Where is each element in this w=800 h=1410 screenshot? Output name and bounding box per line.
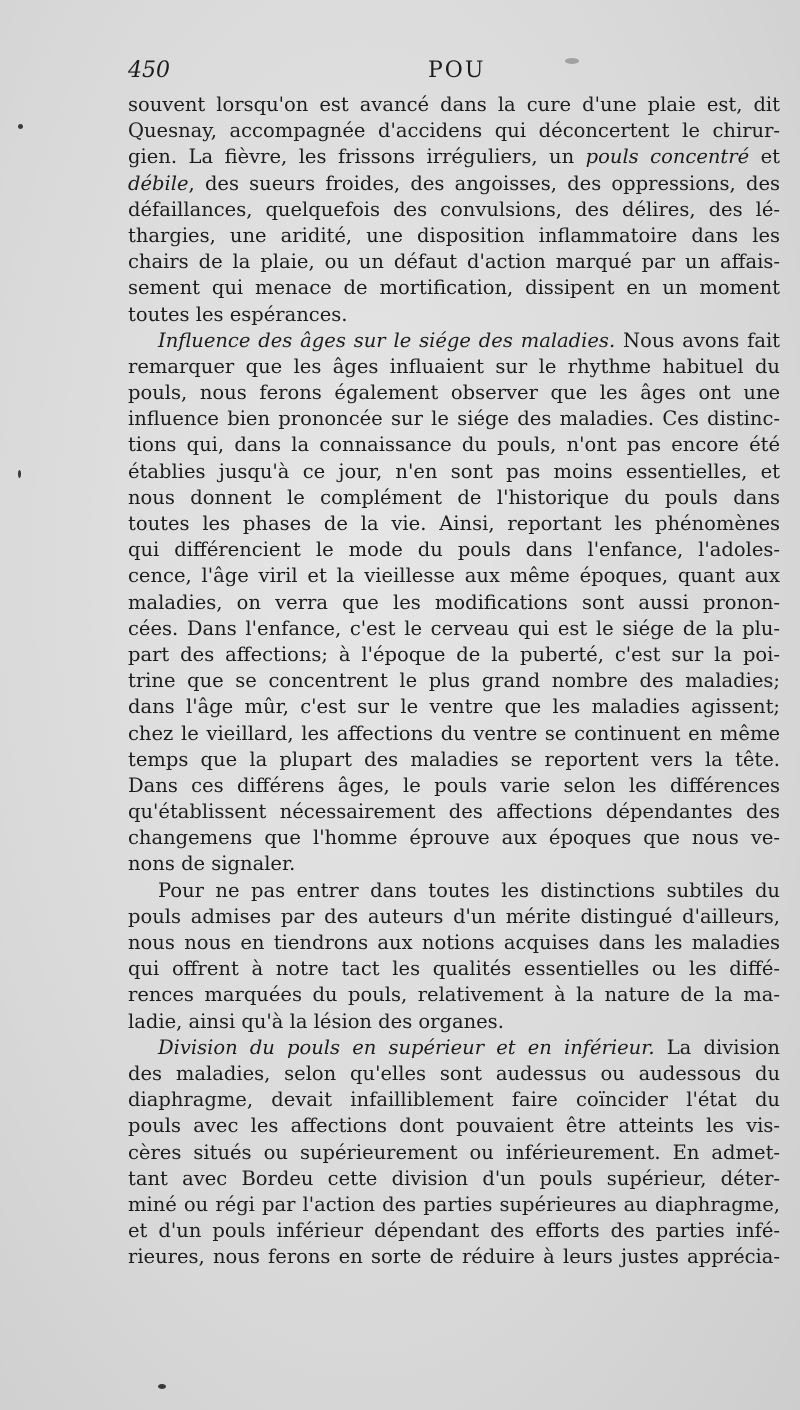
text-span: nous nous en tiendrons aux notions acquises dans les maladies bbox=[128, 931, 780, 954]
text-span: souvent lorsqu'on est avancé dans la cure d'une plaie est, dit bbox=[128, 93, 780, 116]
text-line bbox=[128, 1244, 780, 1270]
text-line bbox=[128, 1140, 780, 1166]
text-line bbox=[128, 563, 780, 589]
text-line bbox=[128, 747, 780, 773]
text-line bbox=[128, 406, 780, 432]
text-span: pouls avec les affections dont pouvaient être atteints les vis- bbox=[128, 1114, 780, 1138]
text-span: des maladies, selon qu'elles sont audessus ou audessous du bbox=[128, 1061, 780, 1085]
text-span: toutes les espérances. bbox=[128, 302, 348, 326]
body-text bbox=[128, 92, 780, 1270]
text-span: et d'un pouls inférieur dépendant des efforts des parties infé- bbox=[128, 1219, 780, 1243]
text-line bbox=[128, 590, 780, 616]
text-line bbox=[128, 249, 780, 275]
text-span: chez le vieillard, les affections du ventre se continuent en même bbox=[128, 721, 780, 745]
text-span: remarquer que les âges influaient sur le rhythme habituel du bbox=[128, 354, 780, 378]
text-span: Nous avons fait bbox=[615, 328, 780, 352]
text-line bbox=[128, 642, 780, 668]
text-line bbox=[128, 1113, 780, 1139]
text-span: trine que se concentrent le plus grand nombre des maladies; bbox=[128, 669, 780, 693]
text-line bbox=[128, 956, 780, 982]
text-line bbox=[128, 1166, 780, 1192]
text-line bbox=[128, 171, 780, 197]
ink-spot bbox=[565, 58, 579, 64]
text-span: sement qui menace de mortification, dissipent en un moment bbox=[128, 276, 780, 300]
text-line bbox=[128, 1009, 780, 1035]
text-span: Pour ne pas entrer dans toutes les distinctions subtiles du bbox=[158, 878, 780, 902]
italic-text-span: Influence des âges sur le siége des maladies. bbox=[158, 328, 616, 352]
text-line bbox=[128, 825, 780, 851]
text-line bbox=[128, 511, 780, 537]
text-line bbox=[128, 773, 780, 799]
italic-text-span: pouls concentré bbox=[585, 145, 750, 169]
page-number: 450 bbox=[128, 58, 170, 83]
text-line bbox=[128, 328, 780, 354]
text-line bbox=[128, 459, 780, 485]
ink-spot bbox=[18, 124, 23, 129]
text-span: dans l'âge mûr, c'est sur le ventre que les maladies agissent; bbox=[128, 695, 780, 719]
text-span: thargies, une aridité, une disposition inflammatoire dans les bbox=[128, 223, 780, 247]
text-span: qu'établissent nécessairement des affections dépendantes des bbox=[128, 800, 780, 824]
text-line bbox=[128, 904, 780, 930]
text-span: Quesnay, accompagnée d'accidens qui déconcertent le chirur- bbox=[128, 119, 780, 143]
text-span: chairs de la plaie, ou un défaut d'action marqué par un affais- bbox=[128, 250, 780, 274]
text-span: cères situés ou supérieurement ou inférieurement. En admet- bbox=[128, 1140, 780, 1164]
italic-text-span: débile bbox=[128, 171, 189, 195]
text-span: rieures, nous ferons en sorte de réduire à leurs justes apprécia- bbox=[128, 1245, 780, 1269]
text-line bbox=[128, 1035, 780, 1061]
text-span: qui différencient le mode du pouls dans l'enfance, l'adoles- bbox=[128, 538, 780, 562]
text-line bbox=[128, 1087, 780, 1113]
italic-text-span: Division du pouls en supérieur et en inférieur. bbox=[158, 1035, 655, 1059]
text-line bbox=[128, 380, 780, 406]
text-span: La division bbox=[654, 1035, 780, 1059]
text-span: diaphragme, devait infailliblement faire coïncider l'état du bbox=[128, 1088, 780, 1112]
text-line bbox=[128, 930, 780, 956]
text-span: défaillances, quelquefois des convulsions, des délires, des lé- bbox=[128, 197, 780, 221]
text-span: toutes les phases de la vie. Ainsi, reportant les phénomènes bbox=[128, 512, 780, 535]
text-span: maladies, on verra que les modifications sont aussi pronon- bbox=[128, 590, 780, 614]
text-span: cées. Dans l'enfance, c'est le cerveau qui est le siége de la plu- bbox=[128, 616, 780, 640]
text-span: changemens que l'homme éprouve aux époques que nous ve- bbox=[128, 826, 780, 850]
text-span: ladie, ainsi qu'à la lésion des organes. bbox=[128, 1009, 504, 1033]
text-line bbox=[128, 197, 780, 223]
ink-spot bbox=[18, 470, 21, 478]
text-line bbox=[128, 668, 780, 694]
text-span: établies jusqu'à ce jour, n'en sont pas moins essentielles, et bbox=[128, 459, 780, 483]
text-line bbox=[128, 485, 780, 511]
text-span: et bbox=[749, 145, 780, 169]
running-head bbox=[128, 58, 788, 90]
text-span: qui offrent à notre tact les qualités essentielles ou les diffé- bbox=[128, 957, 780, 981]
text-line bbox=[128, 223, 780, 249]
text-line bbox=[128, 118, 780, 144]
text-span: pouls, nous ferons également observer que les âges ont une bbox=[128, 381, 780, 405]
text-line bbox=[128, 616, 780, 642]
text-line bbox=[128, 1192, 780, 1218]
text-line bbox=[128, 354, 780, 380]
text-line bbox=[128, 851, 780, 877]
text-line bbox=[128, 537, 780, 563]
text-line bbox=[128, 1061, 780, 1087]
text-span: temps que la plupart des maladies se reportent vers la tête. bbox=[128, 747, 780, 771]
running-headword: POU bbox=[428, 58, 486, 83]
text-line bbox=[128, 275, 780, 301]
text-span: part des affections; à l'époque de la puberté, c'est sur la poi- bbox=[128, 642, 780, 666]
text-span: nous donnent le complément de l'historique du pouls dans bbox=[128, 485, 780, 509]
text-span: , des sueurs froides, des angoisses, des oppressions, des bbox=[188, 171, 780, 195]
text-span: tant avec Bordeu cette division d'un pouls supérieur, déter- bbox=[128, 1166, 780, 1190]
text-span: Dans ces différens âges, le pouls varie selon les différences bbox=[128, 773, 780, 797]
ink-spot bbox=[158, 1384, 166, 1389]
text-span: nons de signaler. bbox=[128, 852, 296, 876]
text-span: influence bien prononcée sur le siége des maladies. Ces distinc- bbox=[128, 407, 780, 431]
text-span: rences marquées du pouls, relativement à la nature de la ma- bbox=[128, 983, 780, 1007]
text-line bbox=[128, 432, 780, 458]
text-span: gien. La fièvre, les frissons irréguliers, un bbox=[128, 145, 586, 169]
text-line bbox=[128, 799, 780, 825]
text-line bbox=[128, 878, 780, 904]
text-line bbox=[128, 144, 780, 170]
text-span: tions qui, dans la connaissance du pouls, n'ont pas encore été bbox=[128, 433, 780, 457]
text-span: pouls admises par des auteurs d'un mérite distingué d'ailleurs, bbox=[128, 904, 780, 928]
text-line bbox=[128, 694, 780, 720]
text-span: cence, l'âge viril et la vieillesse aux même époques, quant aux bbox=[128, 564, 780, 588]
text-line bbox=[128, 1218, 780, 1244]
text-line bbox=[128, 302, 780, 328]
text-line bbox=[128, 721, 780, 747]
text-line bbox=[128, 92, 780, 118]
text-span: miné ou régi par l'action des parties supérieures au diaphragme, bbox=[128, 1192, 780, 1216]
text-line bbox=[128, 982, 780, 1008]
